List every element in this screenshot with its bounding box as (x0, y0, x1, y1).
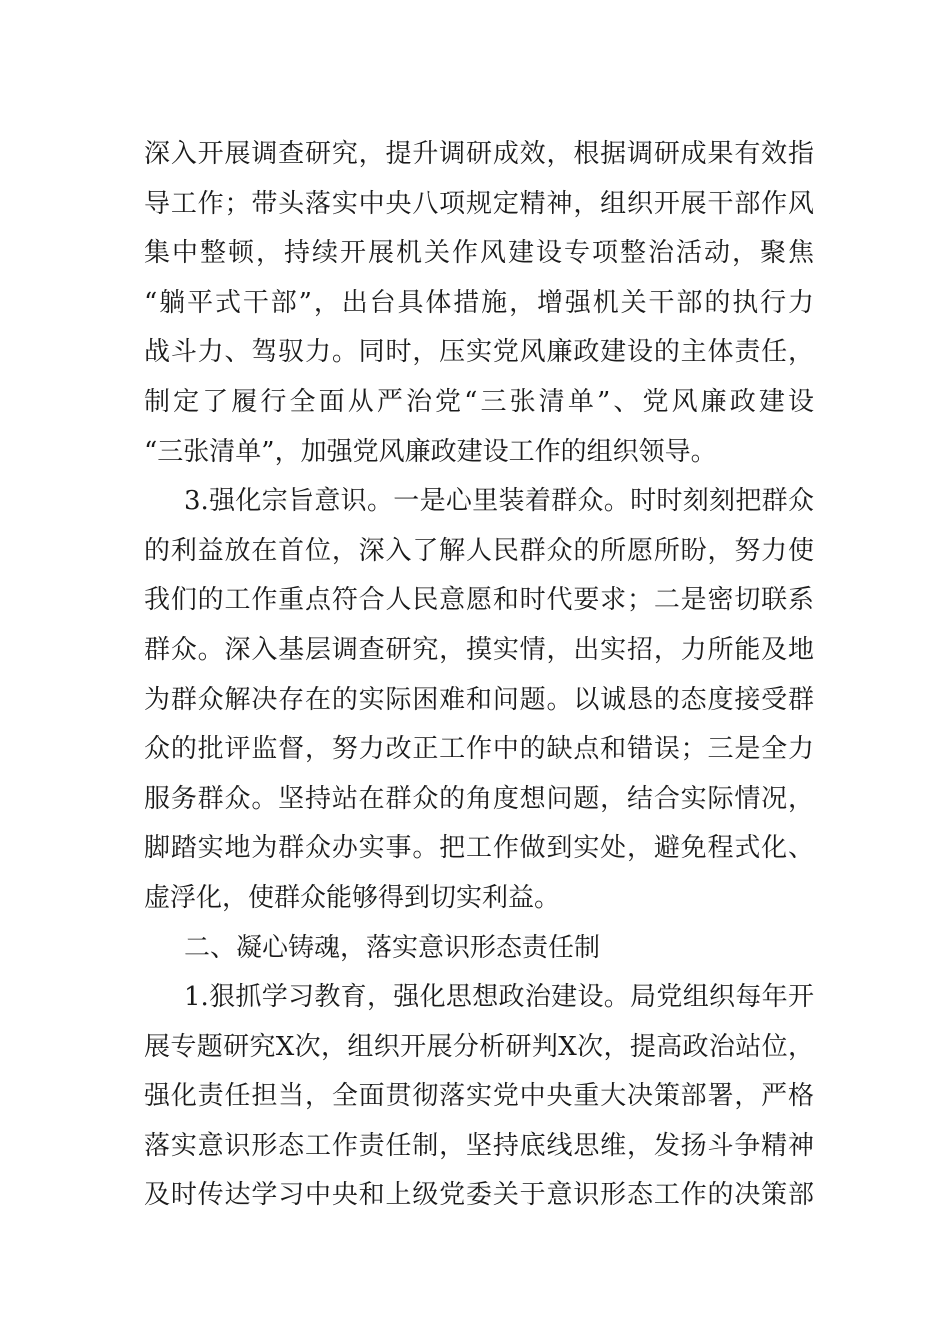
text-line: 战斗力、驾驭力。同时，压实党风廉政建设的主体责任， (144, 337, 814, 368)
paragraph-start-line: 1.狠抓学习教育，强化思想政治建设。局党组织每年开 (184, 982, 814, 1013)
text-line: 脚踏实地为群众办实事。把工作做到实处，避免程式化、 (144, 833, 814, 864)
text-line: 强化责任担当，全面贯彻落实党中央重大决策部署，严格 (144, 1081, 814, 1112)
text-line: 服务群众。坚持站在群众的角度想问题，结合实际情况， (144, 783, 814, 814)
text-line: 及时传达学习中央和上级党委关于意识形态工作的决策部 (144, 1180, 814, 1211)
text-line: 群众。深入基层调查研究，摸实情，出实招，力所能及地 (144, 634, 814, 665)
text-line: 的利益放在首位，深入了解人民群众的所愿所盼，努力使 (144, 535, 814, 566)
text-line: 展专题研究X次，组织开展分析研判X次，提高政治站位， (144, 1031, 814, 1062)
text-line: “三张清单”，加强党风廉政建设工作的组织领导。 (144, 436, 717, 467)
text-line: 我们的工作重点符合人民意愿和时代要求；二是密切联系 (144, 585, 814, 616)
text-line: 集中整顿，持续开展机关作风建设专项整治活动，聚焦 (144, 238, 814, 269)
text-line: 落实意识形态工作责任制，坚持底线思维，发扬斗争精神 (144, 1130, 814, 1161)
document-body (144, 130, 814, 1221)
text-line: 制定了履行全面从严治党“三张清单”、党风廉政建设 (144, 386, 814, 417)
text-line: “躺平式干部”，出台具体措施，增强机关干部的执行力 (144, 287, 814, 318)
paragraph-start-line: 3.强化宗旨意识。一是心里装着群众。时时刻刻把群众 (184, 486, 814, 517)
text-line: 导工作；带头落实中央八项规定精神，组织开展干部作风 (144, 188, 814, 219)
text-line: 为群众解决存在的实际困难和问题。以诚恳的态度接受群 (144, 684, 814, 715)
text-line: 众的批评监督，努力改正工作中的缺点和错误；三是全力 (144, 734, 814, 765)
section-heading: 二、凝心铸魂，落实意识形态责任制 (184, 932, 601, 963)
text-line: 深入开展调查研究，提升调研成效，根据调研成果有效指 (144, 139, 814, 169)
text-line: 虚浮化，使群众能够得到切实利益。 (144, 882, 561, 913)
